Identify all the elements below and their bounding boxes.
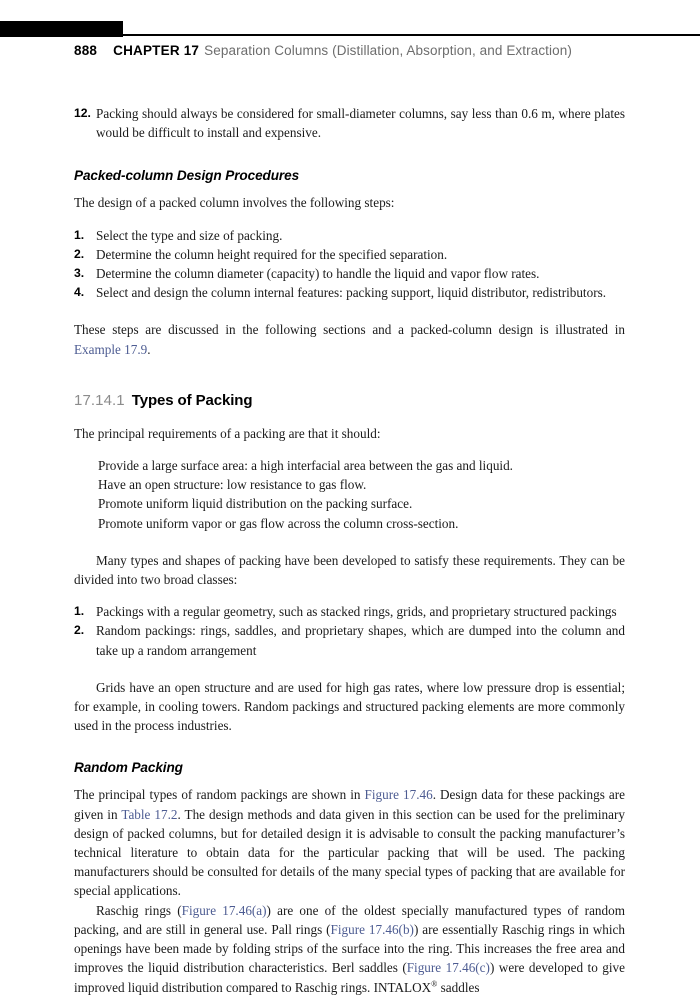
spacer (74, 533, 625, 551)
spacer (74, 185, 625, 193)
page-number: 888 (74, 43, 98, 58)
spacer (74, 735, 625, 759)
running-head (74, 43, 572, 59)
section-number: 17.14.1 (74, 391, 125, 409)
paragraph-text: saddles (437, 979, 480, 995)
spacer (74, 777, 625, 785)
chapter-label: CHAPTER 17 (113, 43, 200, 58)
chapter-title: Separation Columns (Distillation, Absorption, and Extraction) (204, 43, 572, 58)
spacer (74, 143, 625, 167)
list-item: Have an open structure: low resistance to gas flow. (98, 477, 367, 493)
paragraph-text: ) are one of the oldest specially manufactured types of random packing, and are still in general use. Pall rings ( (74, 902, 625, 937)
list-item-text: Select the type and size of packing. (96, 227, 283, 243)
list-item-text: Packings with a regular geometry, such as stacked rings, grids, and proprietary structured packings (96, 604, 617, 620)
requirements-list (74, 456, 625, 533)
paragraph-random-packing (74, 785, 625, 900)
paragraph-steps-discussion (74, 320, 625, 358)
link-figure-17-46-b[interactable]: Figure 17.46(b) (330, 921, 414, 937)
list-item-number: 1. (74, 604, 85, 619)
list-item-text: Random packings: rings, saddles, and proprietary shapes, which are dumped into the column and take up a random arrangement (96, 623, 625, 658)
paragraph-packed-column-intro: The design of a packed column involves the following steps: (74, 195, 395, 211)
list-item-number: 2. (74, 623, 85, 638)
paragraph-text: Raschig rings ( (96, 902, 182, 918)
spacer (74, 359, 625, 383)
list-item-number: 2. (74, 246, 85, 261)
paragraph-requirements-intro: The principal requirements of a packing are that it should: (74, 425, 381, 441)
list-item-number: 12. (74, 106, 91, 120)
link-table-17-2[interactable]: Table 17.2 (121, 806, 178, 822)
link-figure-17-46-c[interactable]: Figure 17.46(c) (406, 960, 490, 976)
link-example-17-9[interactable]: Example 17.9 (74, 341, 148, 357)
link-figure-17-46-a[interactable]: Figure 17.46(a) (181, 902, 267, 918)
subheading-packed-column-design-procedures: Packed-column Design Procedures (74, 168, 300, 184)
list-item (74, 104, 625, 142)
paragraph-text: These steps are discussed in the following sections and a packed-column design is illustrated in (74, 322, 625, 338)
registered-trademark-symbol: ® (431, 979, 438, 989)
paragraph-text: ) were developed to give improved liquid distribution compared to Raschig rings. INTALOX (74, 960, 625, 995)
section-heading-types-of-packing (74, 391, 625, 411)
spacer (74, 411, 625, 424)
link-figure-17-46[interactable]: Figure 17.46 (364, 787, 433, 803)
paragraph-text: The principal types of random packings are shown in (74, 787, 365, 803)
paragraph-text: . The design methods and data given in this section can be used for the preliminary design of packed columns, but for detailed design it is advisable to consult the packing manufacturer’s technical literature to obtain data for the particular packing that will be used. The packing manufacturers should be consulted for details of the many special types of packing that are available for special applications. (74, 806, 625, 899)
paragraph-text: ) are essentially Raschig rings in which openings have been made by folding strips of the surface into the ring. This increases the free area and improves the liquid distribution characteristics. Berl saddles ( (74, 921, 625, 976)
paragraph-broad-classes-intro: Many types and shapes of packing have been developed to satisfy these requirements. They can be divided into two broad classes: (74, 552, 625, 588)
list-item (74, 602, 625, 621)
spacer (74, 660, 625, 678)
subheading-random-packing: Random Packing (74, 760, 183, 776)
page-body (74, 104, 625, 997)
paragraph-text: . (147, 341, 151, 357)
header-horizontal-rule (123, 34, 700, 36)
list-item (74, 621, 625, 659)
list-item-number: 1. (74, 227, 85, 242)
header-black-block (0, 21, 123, 37)
list-item-number: 4. (74, 285, 85, 300)
list-item (74, 283, 625, 302)
header-rule-row (0, 21, 700, 37)
list-item-number: 3. (74, 266, 85, 281)
list-item-text: Select and design the column internal features: packing support, liquid distributor, redistributors. (96, 285, 607, 301)
list-item-text: Packing should always be considered for small-diameter columns, say less than 0.6 m, where plates would be difficult to install and expensive. (96, 106, 625, 141)
list-item (74, 264, 625, 283)
list-item-text: Determine the column diameter (capacity) to handle the liquid and vapor flow rates. (96, 266, 540, 282)
list-item: Promote uniform vapor or gas flow across the column cross-section. (98, 515, 459, 531)
spacer (74, 589, 625, 602)
paragraph-text: . Design data for these packings are given in (74, 787, 626, 822)
list-item: Provide a large surface area: a high interfacial area between the gas and liquid. (98, 458, 513, 474)
list-item: Promote uniform liquid distribution on the packing surface. (98, 496, 413, 512)
spacer (74, 302, 625, 320)
list-item (74, 245, 625, 264)
paragraph-grids: Grids have an open structure and are used for high gas rates, where low pressure drop is essential; for example, in cooling towers. Random packings and structured packing elements are more commonly used in the process industries. (74, 679, 625, 734)
section-title: Types of Packing (131, 391, 253, 409)
list-item-text: Determine the column height required for the specified separation. (96, 246, 448, 262)
spacer (74, 443, 625, 456)
spacer (74, 213, 625, 226)
paragraph-raschig-rings (74, 901, 625, 997)
list-item (74, 226, 625, 245)
spacer (74, 383, 625, 391)
